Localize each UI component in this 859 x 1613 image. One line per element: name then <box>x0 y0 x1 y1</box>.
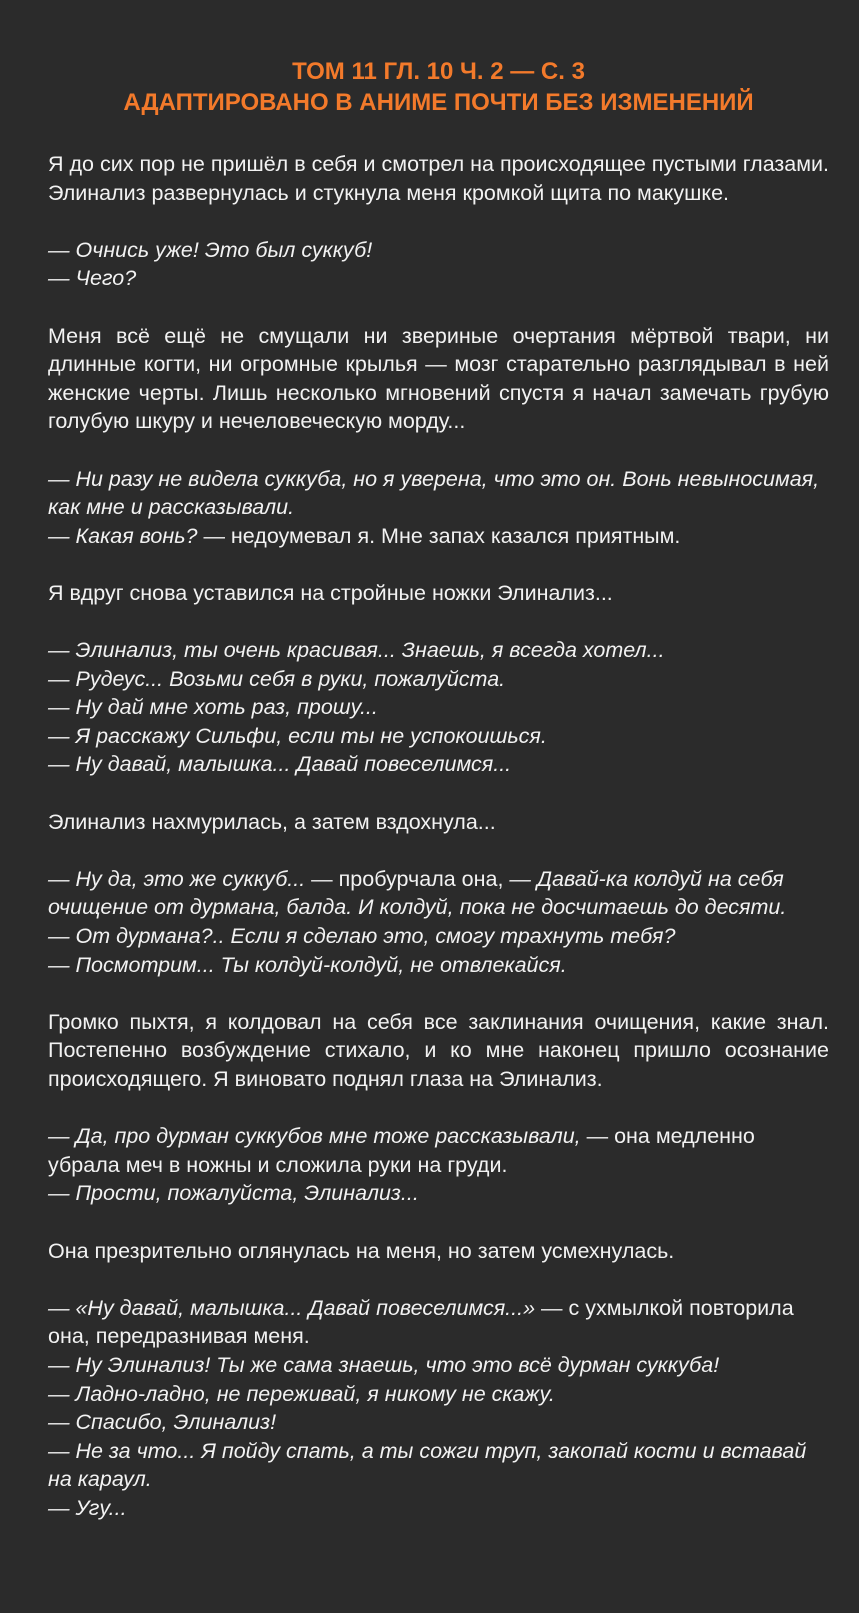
chapter-subtitle: АДАПТИРОВАНО В АНИМЕ ПОЧТИ БЕЗ ИЗМЕНЕНИЙ <box>123 89 754 116</box>
dialogue-line: — Какая вонь? — недоумевал я. Мне запах казался приятным. <box>48 523 681 548</box>
dialogue-line: — Рудеус... Возьми себя в руки, пожалуйста. <box>48 666 506 691</box>
dialogue-line: — Прости, пожалуйста, Элинализ... <box>48 1181 419 1206</box>
dialogue-line: — Чего? <box>48 266 137 291</box>
dialogue-line: — Ладно-ладно, не переживай, я никому не скажу. <box>48 1381 555 1406</box>
dialogue-line: — Ну да, это же суккуб... — пробурчала она, — Давай-ка колдуй на себя очищение от дурмана, балда. И колдуй, пока не досчитаешь до десяти. <box>48 866 787 920</box>
paragraph: Меня всё ещё не смущали ни звериные очертания мёртвой твари, ни длинные когти, ни огромные крылья — мозг старательно разглядывал в ней женские черты. Лишь несколько мгновений спустя я начал замечать грубую голубую шкуру и нечеловеческую морду... <box>48 323 829 434</box>
dialogue-line: — Да, про дурман суккубов мне тоже рассказывали, — она медленно убрала меч в ножны и сложила руки на груди. <box>48 1124 755 1177</box>
dialogue-line: — Ну Элинализ! Ты же сама знаешь, что это всё дурман суккуба! <box>48 1352 720 1377</box>
dialogue-block <box>48 1122 829 1208</box>
story-text <box>48 150 829 1523</box>
dialogue-block <box>48 636 829 779</box>
dialogue-line: — Угу... <box>48 1495 127 1520</box>
dialogue-line: — «Ну давай, малышка... Давай повеселимся...» — с ухмылкой повторила она, передразнивая меня. <box>48 1295 794 1349</box>
dialogue-line: — Очнись уже! Это был суккуб! <box>48 237 373 262</box>
dialogue-line: — От дурмана?.. Если я сделаю это, смогу трахнуть тебя? <box>48 924 676 949</box>
dialogue-block <box>48 236 829 293</box>
dialogue-line: — Спасибо, Элинализ! <box>48 1410 277 1435</box>
chapter-title: ТОМ 11 ГЛ. 10 Ч. 2 — С. 3 <box>292 58 585 85</box>
dialogue-line: — Я расскажу Сильфи, если ты не успокоишься. <box>48 723 547 748</box>
paragraph: Элинализ нахмурилась, а затем вздохнула... <box>48 809 496 834</box>
dialogue-line: — Элинализ, ты очень красивая... Знаешь, я всегда хотел... <box>48 638 665 663</box>
dialogue-block <box>48 865 829 979</box>
chapter-header <box>48 56 829 118</box>
dialogue-block <box>48 1294 829 1523</box>
dialogue-line: — Ну давай, малышка... Давай повеселимся... <box>48 752 512 777</box>
paragraph: Я вдруг снова уставился на стройные ножки Элинализ... <box>48 580 613 605</box>
dialogue-line: — Посмотрим... Ты колдуй-колдуй, не отвлекайся. <box>48 952 567 977</box>
dialogue-line: — Не за что... Я пойду спать, а ты сожги труп, закопай кости и вставай на караул. <box>48 1438 807 1492</box>
dialogue-block <box>48 465 829 551</box>
paragraph: Громко пыхтя, я колдовал на себя все заклинания очищения, какие знал. Постепенно возбуждение стихало, и ко мне наконец пришло осознание происходящего. Я виновато поднял глаза на Элинализ. <box>48 1009 829 1091</box>
dialogue-line: — Ну дай мне хоть раз, прошу... <box>48 695 378 720</box>
paragraph: Я до сих пор не пришёл в себя и смотрел на происходящее пустыми глазами. Элинализ развернулась и стукнула меня кромкой щита по макушке. <box>48 152 829 205</box>
paragraph: Она презрительно оглянулась на меня, но затем усмехнулась. <box>48 1238 675 1263</box>
dialogue-line: — Ни разу не видела суккуба, но я уверена, что это он. Вонь невыносимая, как мне и рассказывали. <box>48 466 820 520</box>
